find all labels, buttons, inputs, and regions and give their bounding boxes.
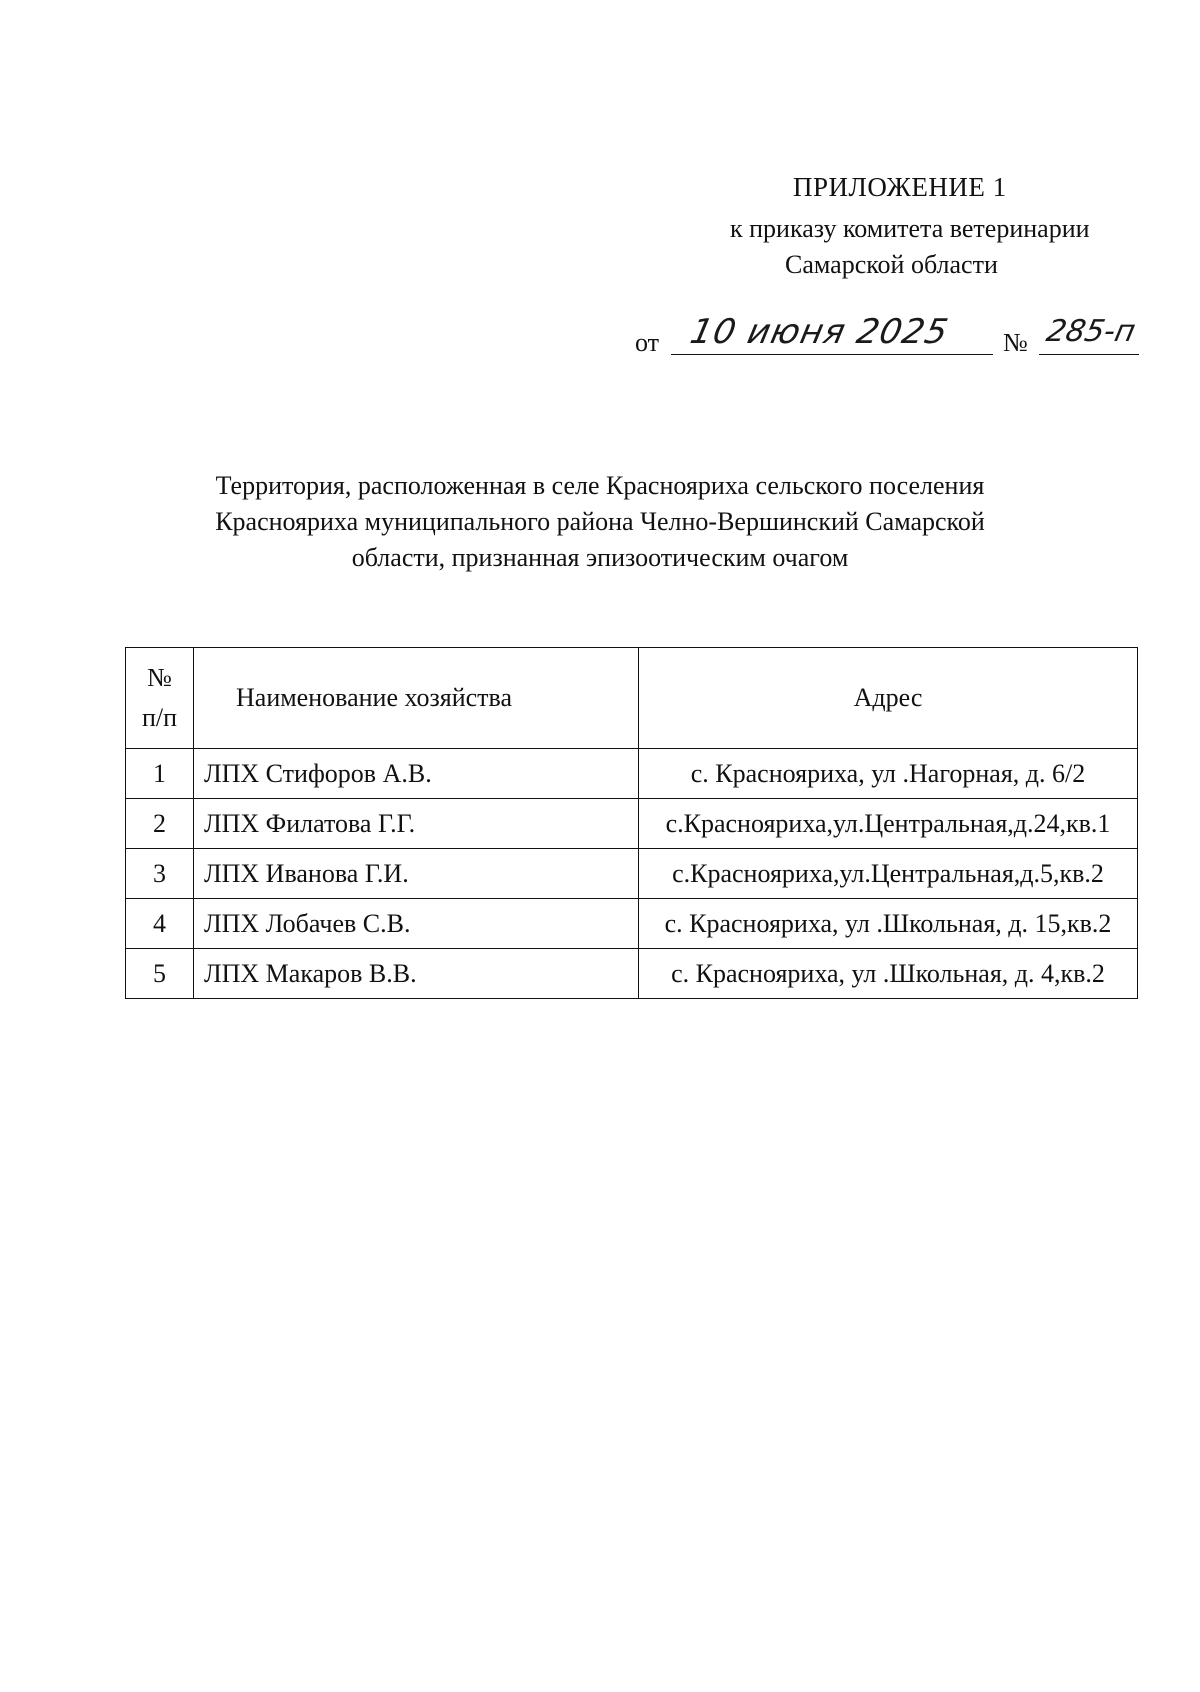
table-row [126,949,1138,999]
order-number-label: № [1003,328,1028,357]
row-address: с. Краснояриха, ул .Школьная, д. 15,кв.2 [639,899,1138,949]
order-number-field [1039,314,1139,355]
order-date-field [671,312,993,355]
row-address: с.Краснояриха,ул.Центральная,д.24,кв.1 [639,799,1138,849]
row-address: с.Краснояриха,ул.Центральная,д.5,кв.2 [639,849,1138,899]
appendix-title: ПРИЛОЖЕНИЕ 1 [793,172,1007,202]
table-header-row [126,648,1138,749]
table-row [126,849,1138,899]
header-number-symbol: № [147,663,172,692]
header-number [126,648,194,749]
row-name: ЛПХ Филатова Г.Г. [194,799,639,849]
appendix-line-1: к приказу комитета ветеринарии [730,214,1090,243]
appendix-line-2: Самарской области [785,250,998,279]
order-date-prefix: от [635,328,660,357]
order-number-handwritten: 285-п [1043,314,1139,349]
heading-line-2: Краснояриха муниципального района Челно-Вершинский Самарской [215,507,985,536]
records-table [125,647,1138,999]
row-address: с. Краснояриха, ул .Школьная, д. 4,кв.2 [639,949,1138,999]
row-number: 5 [126,949,194,999]
header-name: Наименование хозяйства [194,648,639,749]
header-address: Адрес [639,648,1138,749]
row-number: 2 [126,799,194,849]
row-name: ЛПХ Макаров В.В. [194,949,639,999]
row-name: ЛПХ Иванова Г.И. [194,849,639,899]
order-reference [635,312,1155,358]
heading-line-1: Территория, расположенная в селе Краснояриха сельского поселения [215,471,985,500]
header-number-pp: п/п [141,703,178,732]
row-name: ЛПХ Стифоров А.В. [194,749,639,799]
row-number: 4 [126,899,194,949]
row-number: 3 [126,849,194,899]
table-row [126,749,1138,799]
row-number: 1 [126,749,194,799]
document-heading [150,468,1050,576]
order-date-handwritten: 10 июня 2025 [686,312,953,352]
row-address: с. Краснояриха, ул .Нагорная, д. 6/2 [639,749,1138,799]
table-row [126,899,1138,949]
row-name: ЛПХ Лобачев С.В. [194,899,639,949]
heading-line-3: области, признанная эпизоотическим очагом [351,543,849,572]
table-row [126,799,1138,849]
